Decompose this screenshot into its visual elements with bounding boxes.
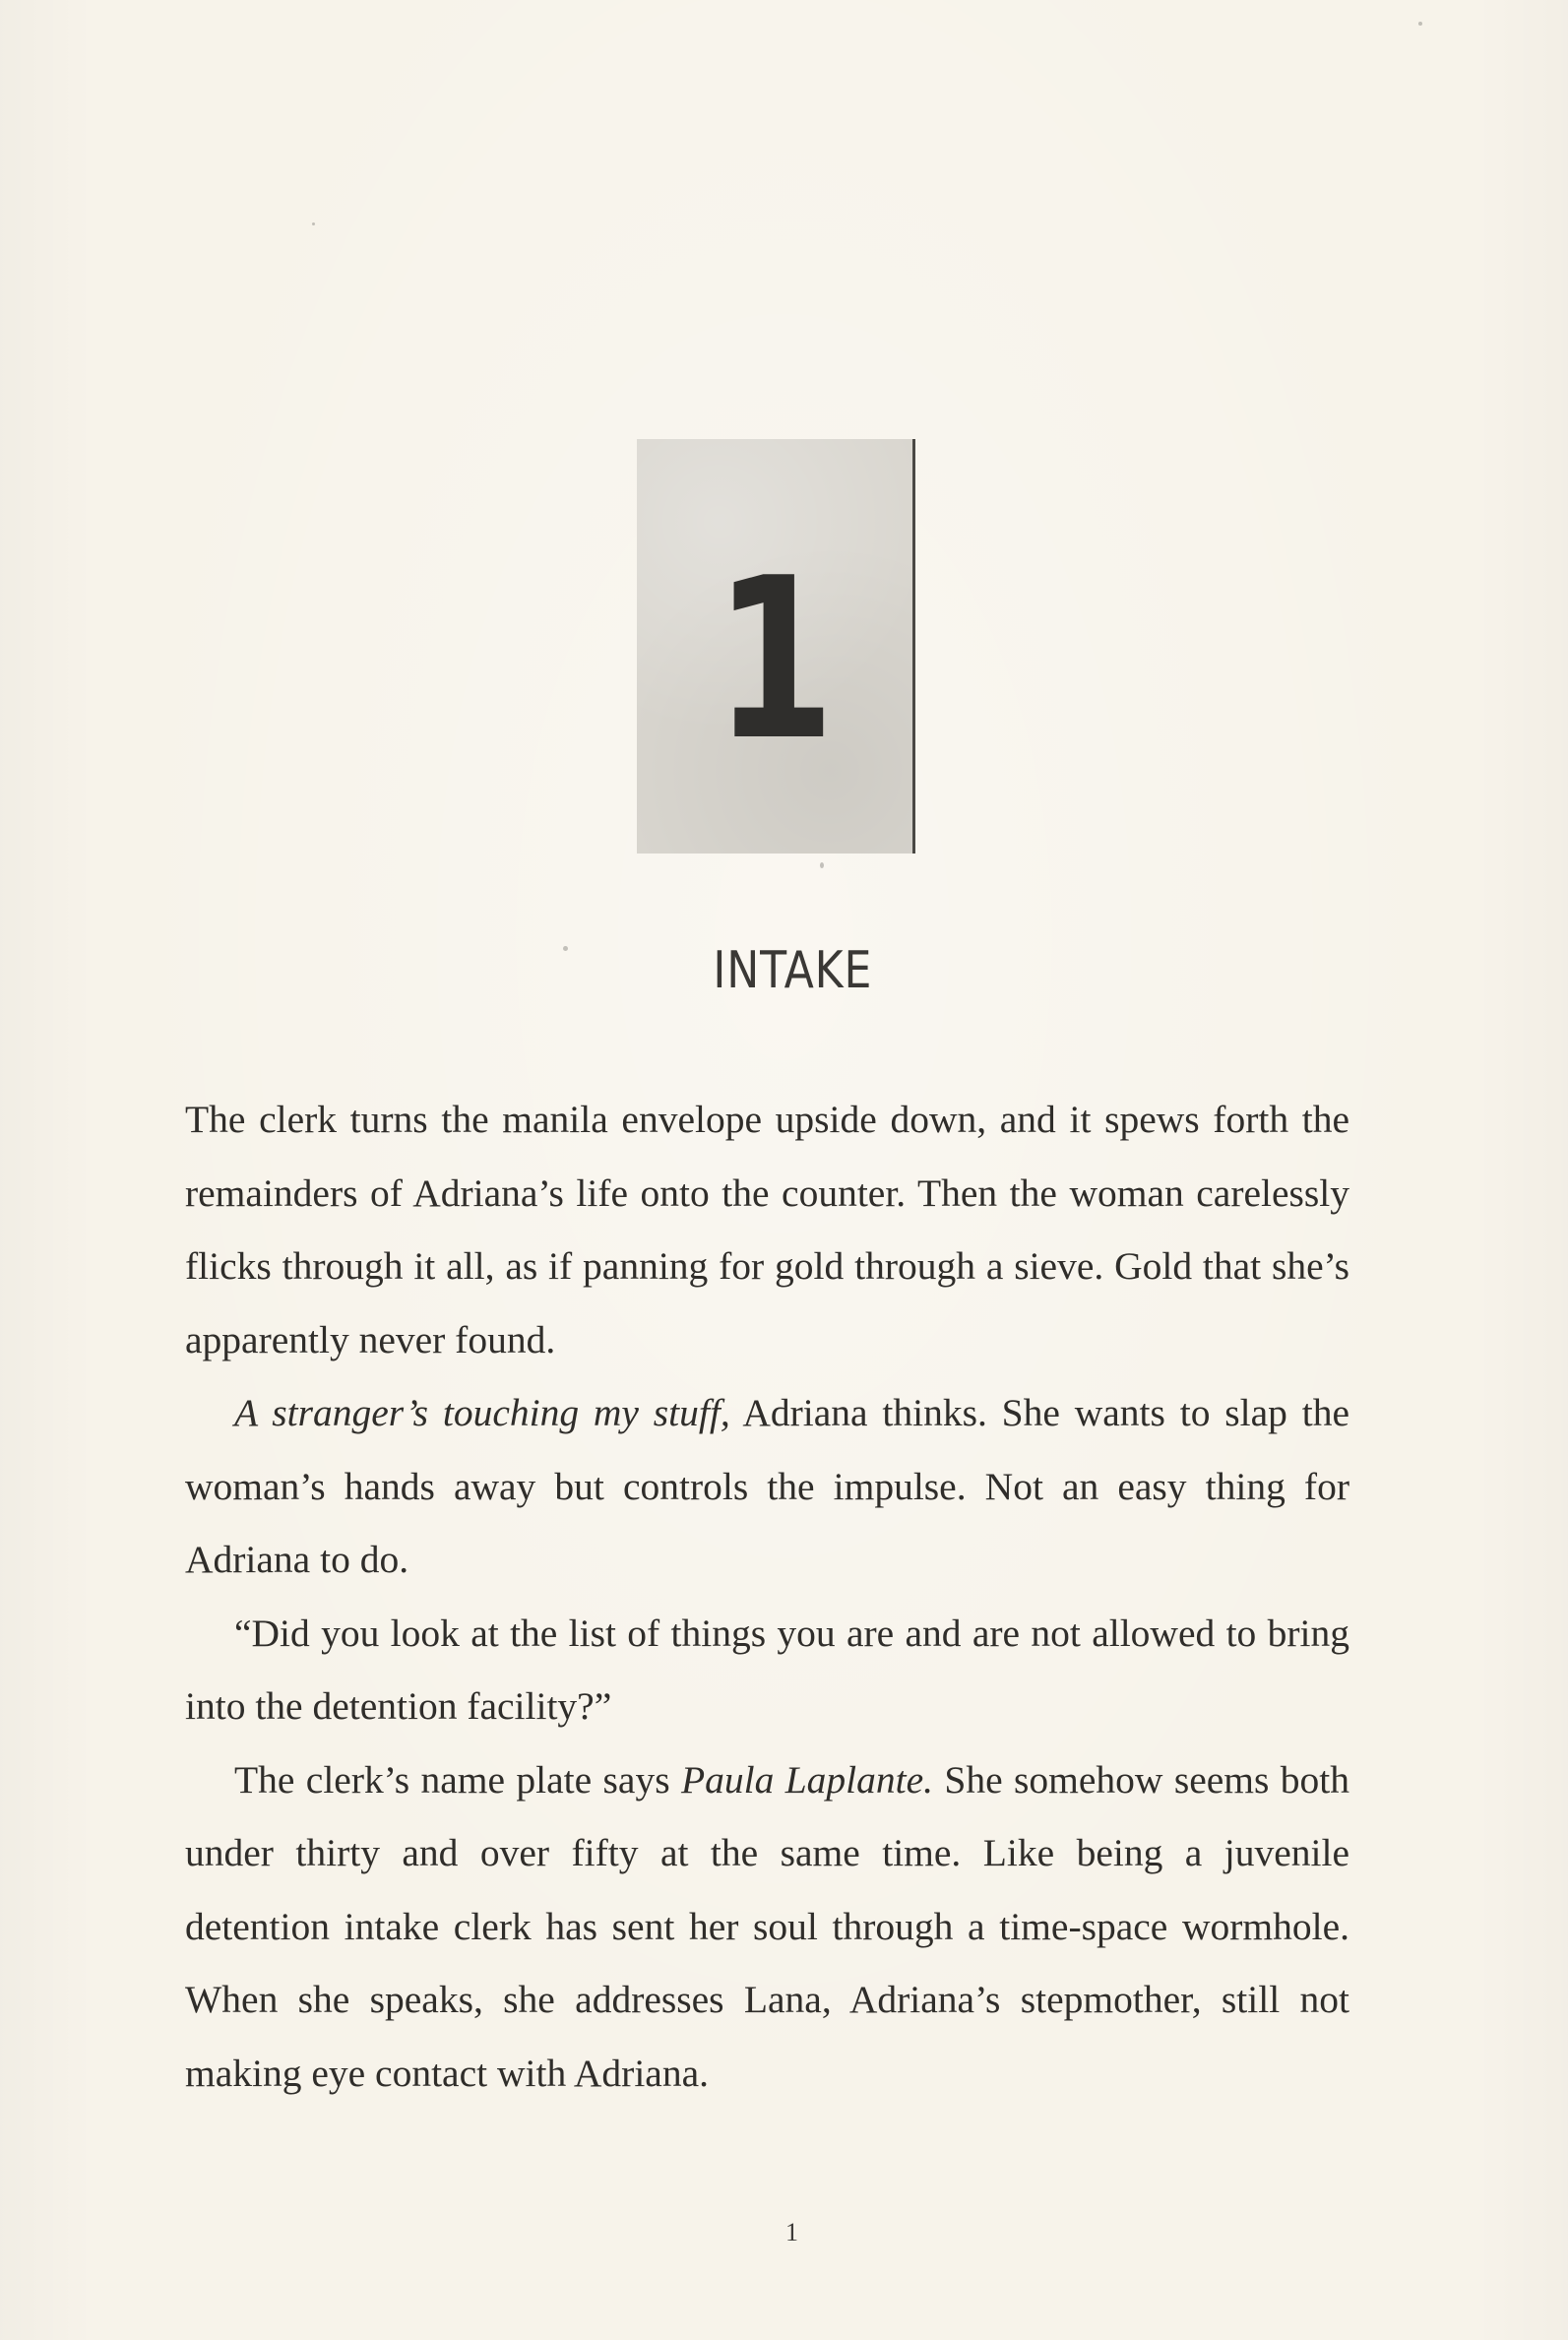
paper-speck [563,946,568,951]
paragraph [185,1597,1349,1743]
page-number: 1 [785,2218,798,2246]
paragraph [185,1376,1349,1597]
paper-speck [312,222,315,225]
paragraph [185,1743,1349,2111]
chapter-number-box [637,439,915,854]
body-text [185,1083,1349,2110]
chapter-number: 1 [714,531,836,790]
text-run: The clerk’s name plate says [234,1757,681,1802]
paragraph [185,1083,1349,1376]
text-run: “Did you look at the list of things you are and are not allowed to bring into the detention facility?” [185,1611,1349,1728]
italic-text: Paula Laplante. [680,1757,934,1802]
chapter-title: INTAKE [713,941,873,1000]
paper-speck [820,862,824,868]
paper-speck [1418,22,1422,26]
text-run: She somehow seems both under thirty and over fifty at the same time. Like being a juvenile detention intake clerk has sent her soul through a time-space wormhole. When she speaks, she addresses Lana, Adriana’s stepmother, still not making eye contact with Adriana. [185,1757,1349,2095]
text-run: Adriana thinks. She wants to slap the woman’s hands away but controls the impulse. Not an easy thing for Adriana to do. [185,1391,1349,1581]
italic-text: A stranger’s touching my stuff, [234,1391,730,1434]
text-run: The clerk turns the manila envelope upside down, and it spews forth the remainders of Adriana’s life onto the counter. Then the woman carelessly flicks through it all, as if panning for gold through a sieve. Gold that she’s apparently never found. [185,1098,1349,1361]
